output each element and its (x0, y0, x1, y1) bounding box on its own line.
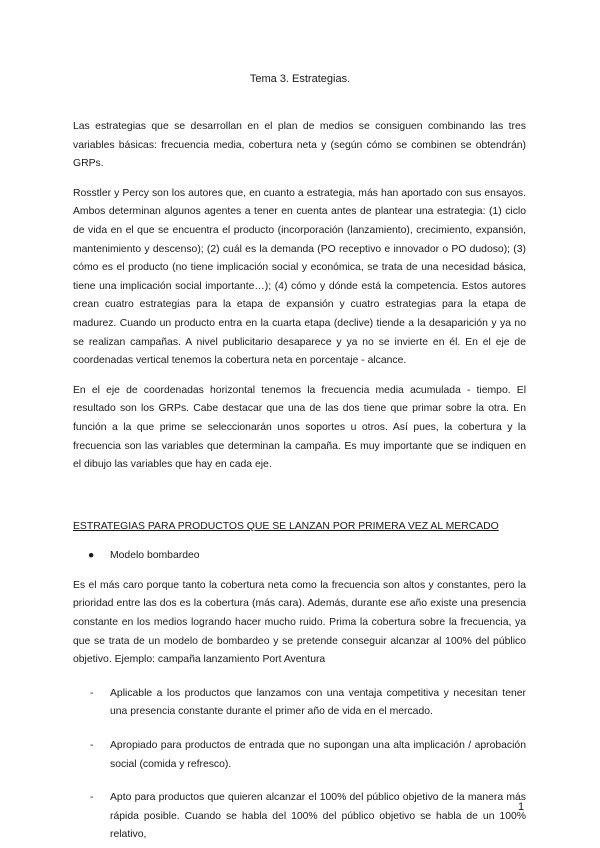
paragraph-model: Es el más caro porque tanto la cobertura neta como la frecuencia son altos y constantes, pero la prioridad entre las dos es la cobertura (más cara). Además, durante ese año existe una presencia constante en los medios logrando hacer mucho ruido. Prima la cobertura sobre la frecuencia, ya que se trata de un modelo de bombardeo y se pretende conseguir alcanzar al 100% del público objetivo. Ejemplo: campaña lanzamiento Port Aventura (73, 579, 526, 666)
section-heading: ESTRATEGIAS PARA PRODUCTOS QUE SE LANZAN POR PRIMERA VEZ AL MERCADO (73, 520, 499, 532)
list-item-text: Aplicable a los productos que lanzamos con una ventaja competitiva y necesitan tener una presencia constante durante el primer año de vida en el mercado. (110, 687, 526, 718)
page-number: 1 (518, 801, 525, 813)
bullet-label: Modelo bombardeo (110, 550, 200, 562)
document-title: Tema 3. Estrategias. (249, 73, 351, 85)
bullet-item (73, 547, 526, 566)
paragraph-intro: Las estrategias que se desarrollan en el plan de medios se consiguen combinando las tres variables básicas: frecuencia media, cobertura neta y (según cómo se combinen se obtendrán) GRPs. (73, 121, 526, 170)
document-body (73, 118, 526, 845)
list-item (73, 737, 526, 774)
paragraph-axes: En el eje de coordenadas horizontal tenemos la frecuencia media acumulada - tiempo. El resultado son los GRPs. Cabe destacar que una de las dos tiene que primar sobre la otra. En función a la que prime se seleccionarán unos soportes u otros. Así pues, la cobertura y la frecuencia son las variables que determinan la campaña. Es muy importante que se indiquen en el dibujo las variables que hay en cada eje. (73, 384, 526, 471)
paragraph-authors: Rosstler y Percy son los autores que, en cuanto a estrategia, más han aportado con sus ensayos. Ambos determinan algunos agentes a tener en cuenta antes de plantear una estrategia: (1) ciclo de vida en el que se encuentra el producto (incorporación (lanzamiento), crecimiento, expansión, mantenimiento y descenso); (2) cuál es la demanda (PO receptivo e innovador o PO dudoso); (3) cómo es el producto (no tiene implicación social y económica, se trata de una necesidad básica, tiene una implicación social importante…); (4) cómo y dónde está la competencia. Estos autores crean cuatro estrategias para la etapa de expansión y cuatro estrategias para la etapa de madurez. Cuando un producto entra en la cuarta etapa (declive) tiende a la desaparición y ya no se realizan campañas. A nivel publicitario desaparece y ya no se invierte en él. En el eje de coordenadas vertical tenemos la cobertura neta en porcentaje - alcance. (73, 187, 526, 367)
bullet-marker: ● (88, 550, 95, 562)
list-item-text: Apropiado para productos de entrada que no supongan una alta implicación / aprobación social (comida y refresco). (110, 740, 526, 770)
list-marker: - (90, 740, 94, 752)
list-item (73, 685, 526, 722)
list-item-text: Apto para productos que quieren alcanzar el 100% del público objetivo de la manera más rápida posible. Cuando se habla del 100% del público objetivo se habla de un 100% relativo, (110, 792, 526, 841)
list-marker: - (90, 792, 94, 804)
list-marker: - (90, 687, 94, 699)
list-item (73, 789, 526, 845)
